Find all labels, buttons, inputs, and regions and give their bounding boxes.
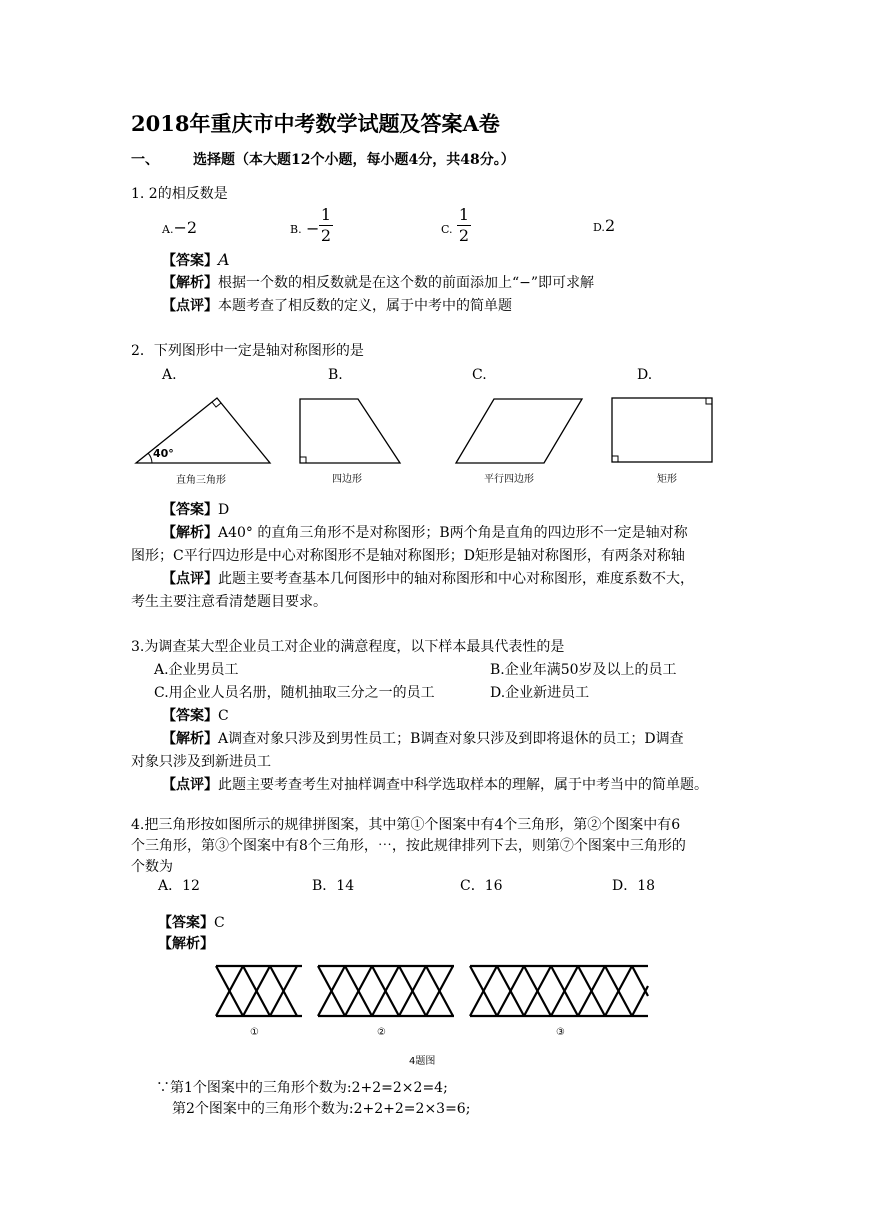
q2-comment xyxy=(162,569,694,589)
q2-answer xyxy=(162,500,229,520)
q3-option-a: A.企业男员工 xyxy=(154,662,239,678)
q2-stem: 2．下列图形中一定是轴对称图形的是 xyxy=(131,343,364,359)
q1-comment xyxy=(162,296,512,316)
triangle-pattern-figure xyxy=(212,962,652,1022)
q2-letter-a: A. xyxy=(162,367,177,383)
pattern-1 xyxy=(216,966,302,1016)
q2-comment-line1: 此题主要考查基本几何图形中的轴对称图形和中心对称图形，难度系数不大， xyxy=(218,571,694,587)
q1-option-c-fraction xyxy=(457,206,471,245)
analysis-label: 【解析】 xyxy=(162,731,218,747)
q1-stem: 1. 2的相反数是 xyxy=(131,186,228,202)
q3-option-d: D.企业新进员工 xyxy=(490,685,590,701)
q3-analysis-line2: 对象只涉及到新进员工 xyxy=(131,754,271,770)
q4-step-1: ∵第1个图案中的三角形个数为:2+2=2×2=4; xyxy=(156,1080,448,1096)
q3-answer-value: C xyxy=(218,708,229,724)
q1-option-b-fraction xyxy=(319,206,333,245)
section-number: 一、 xyxy=(131,152,159,168)
answer-label: 【答案】 xyxy=(162,502,218,518)
q1-answer xyxy=(162,250,230,271)
q4-answer xyxy=(158,913,225,933)
analysis-label: 【解析】 xyxy=(162,525,218,541)
q1-option-b-denominator: 2 xyxy=(320,226,332,245)
q2-answer-value: D xyxy=(218,502,230,518)
q2-caption-a: 直角三角形 xyxy=(176,475,226,486)
q2-angle-label: 40° xyxy=(153,447,174,460)
q1-analysis xyxy=(162,273,594,293)
quadrilateral-figure xyxy=(296,395,406,467)
analysis-label: 【解析】 xyxy=(162,275,218,291)
figure-caption: 4题图 xyxy=(409,1056,436,1067)
comment-label: 【点评】 xyxy=(162,571,218,587)
q2-caption-d: 矩形 xyxy=(657,474,677,485)
q2-analysis-line1: A40° 的直角三角形不是对称图形；B两个角是直角的四边形不一定是轴对称 xyxy=(218,525,688,541)
q1-answer-value: A xyxy=(218,250,230,269)
q1-option-c-denominator: 2 xyxy=(458,226,470,245)
q1-option-d xyxy=(593,216,615,238)
q1-option-b-numerator: 1 xyxy=(320,205,332,224)
q4-analysis-label: 【解析】 xyxy=(158,936,214,952)
pattern-label-3: ③ xyxy=(556,1027,565,1038)
comment-label: 【点评】 xyxy=(162,777,218,793)
q2-caption-c: 平行四边形 xyxy=(484,474,534,485)
q1-option-d-value: 2 xyxy=(604,216,616,235)
q1-option-a-value: −2 xyxy=(173,218,198,237)
q4-option-c: C．16 xyxy=(460,878,503,894)
q1-comment-text: 本题考查了相反数的定义，属于中考中的简单题 xyxy=(218,298,512,314)
pattern-3 xyxy=(470,966,648,1016)
q4-option-d: D．18 xyxy=(612,878,656,894)
q4-option-b: B．14 xyxy=(312,878,355,894)
section-title: 选择题（本大题12个小题，每小题4分，共48分。） xyxy=(193,152,515,168)
q4-answer-value: C xyxy=(214,915,225,931)
q3-answer xyxy=(162,706,229,726)
pattern-label-2: ② xyxy=(377,1027,386,1038)
q1-option-c-letter: C. xyxy=(441,223,453,236)
q4-stem-line2: 个三角形，第③个图案中有8个三角形，⋯，按此规律排列下去，则第⑦个图案中三角形的 xyxy=(131,838,686,854)
q4-option-a: A．12 xyxy=(158,878,200,894)
answer-label: 【答案】 xyxy=(158,915,214,931)
q2-letter-b: B. xyxy=(328,367,343,383)
q3-comment-text: 此题主要考查考生对抽样调查中科学选取样本的理解，属于中考当中的简单题。 xyxy=(218,777,708,793)
q3-stem: 3.为调查某大型企业员工对企业的满意程度，以下样本最具代表性的是 xyxy=(131,639,565,655)
q2-comment-line2: 考生主要注意看清楚题目要求。 xyxy=(131,594,327,610)
q4-stem-line1: 4.把三角形按如图所示的规律拼图案，其中第①个图案中有4个三角形，第②个图案中有6 xyxy=(131,817,681,833)
q2-caption-b: 四边形 xyxy=(332,474,362,485)
q3-option-b: B.企业年满50岁及以上的员工 xyxy=(490,662,677,678)
parallelogram-figure xyxy=(452,395,587,467)
q1-option-b-sign: − xyxy=(306,219,320,238)
q2-analysis-line2: 图形；C平行四边形是中心对称图形不是轴对称图形；D矩形是轴对称图形，有两条对称轴 xyxy=(131,548,685,564)
q2-letter-d: D. xyxy=(637,367,653,383)
pattern-label-1: ① xyxy=(250,1027,259,1038)
q1-option-b-letter: B. xyxy=(290,223,302,236)
rectangle-figure xyxy=(608,394,716,466)
q4-step-2: 第2个图案中的三角形个数为:2+2+2=2×3=6; xyxy=(172,1101,471,1117)
page-title: 2018年重庆市中考数学试题及答案A卷 xyxy=(131,111,500,136)
q1-option-d-letter: D. xyxy=(593,221,605,234)
q2-letter-c: C. xyxy=(472,367,487,383)
q1-option-a-letter: A. xyxy=(162,223,174,236)
q3-comment xyxy=(162,775,708,795)
q3-analysis-line1: A调查对象只涉及到男性员工；B调查对象只涉及到即将退休的员工；D调查 xyxy=(218,731,684,747)
q2-analysis xyxy=(162,523,688,543)
q3-analysis xyxy=(162,729,684,749)
q1-option-a xyxy=(162,218,197,240)
q1-analysis-text: 根据一个数的相反数就是在这个数的前面添加上“−”即可求解 xyxy=(218,275,595,291)
q1-option-c-numerator: 1 xyxy=(458,205,470,224)
q3-option-c: C.用企业人员名册，随机抽取三分之一的员工 xyxy=(154,685,435,701)
comment-label: 【点评】 xyxy=(162,298,218,314)
q4-stem-line3: 个数为 xyxy=(131,859,173,875)
pattern-2 xyxy=(318,966,454,1016)
answer-label: 【答案】 xyxy=(162,708,218,724)
answer-label: 【答案】 xyxy=(162,253,218,269)
